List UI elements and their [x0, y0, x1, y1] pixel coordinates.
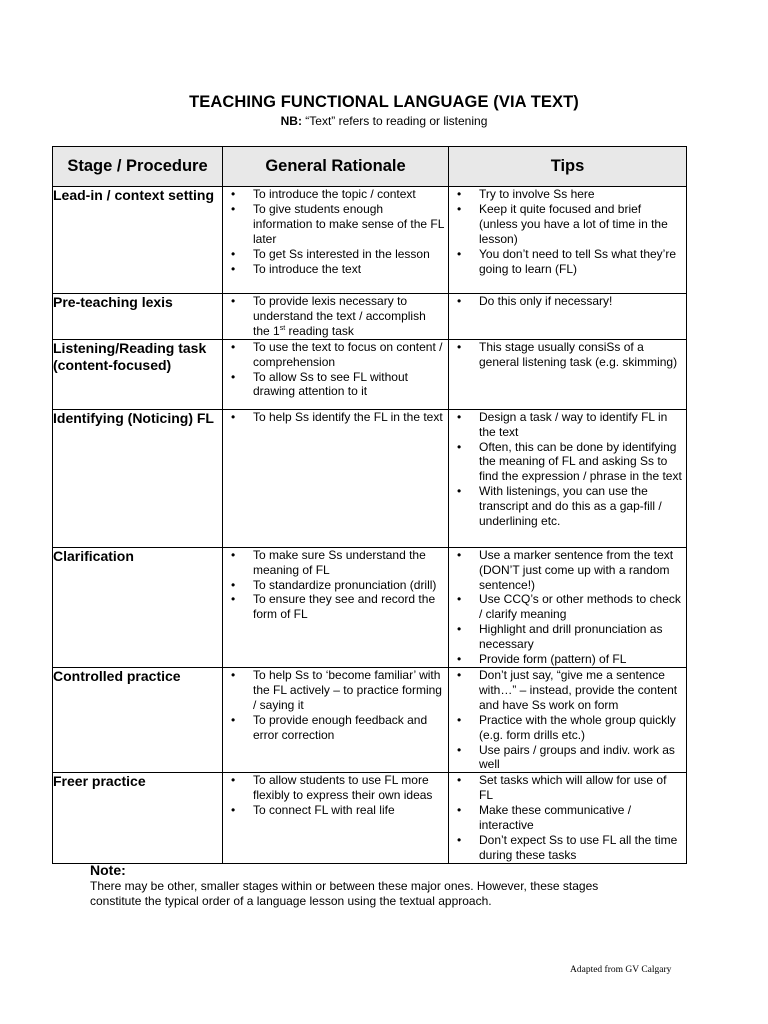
tips-cell: [449, 339, 687, 409]
bullet-item: [223, 294, 444, 339]
bullet-item: • Use pairs / groups and indiv. work as well: [449, 743, 682, 773]
bullet-item: • Often, this can be done by identifying the meaning of FL and asking Ss to find the expression / phrase in the text: [449, 440, 682, 485]
subtitle-text: “Text” refers to reading or listening: [301, 114, 488, 128]
bullet-item: • To introduce the text: [223, 262, 444, 277]
rationale-list: [223, 548, 448, 623]
table-row: [53, 773, 687, 863]
bullet-item: • To introduce the topic / context: [223, 187, 444, 202]
tips-list: [449, 410, 686, 529]
note-text: There may be other, smaller stages within or between these major ones. However, these stages constitute the typical order of a language lesson using the textual approach.: [90, 879, 599, 908]
tips-cell: [449, 547, 687, 667]
rationale-cell: [223, 294, 449, 340]
bullet-item: • To help Ss to ‘become familiar’ with the FL actively – to practice forming / saying it: [223, 668, 444, 713]
rationale-list: [223, 294, 448, 339]
rationale-cell: [223, 547, 449, 667]
bullet-item: • To give students enough information to make sense of the FL later: [223, 202, 444, 247]
bullet-item: • Provide form (pattern) of FL: [449, 652, 682, 667]
footer-credit: Adapted from GV Calgary: [570, 965, 672, 975]
rationale-cell: [223, 667, 449, 772]
text-span: To provide lexis necessary to understand the text / accomplish the 1: [253, 294, 426, 338]
bullet-item: • Highlight and drill pronunciation as necessary: [449, 622, 682, 652]
tips-cell: [449, 667, 687, 772]
bullet-item: • To standardize pronunciation (drill): [223, 578, 444, 593]
rationale-cell: [223, 187, 449, 294]
bullet-item: • With listenings, you can use the transcript and do this as a gap-fill / underlining etc.: [449, 484, 682, 529]
rationale-cell: [223, 339, 449, 409]
table-header-row: [53, 147, 687, 187]
superscript: st: [279, 324, 286, 332]
text-span: reading task: [285, 323, 354, 338]
rationale-list: [223, 340, 448, 400]
stage-cell: Lead-in / context setting: [53, 187, 223, 294]
tips-cell: [449, 409, 687, 547]
note-heading: Note:: [90, 862, 126, 878]
bullet-item: • Keep it quite focused and brief (unless you have a lot of time in the lesson): [449, 202, 682, 247]
bullet-item: • You don’t need to tell Ss what they’re going to learn (FL): [449, 247, 682, 277]
table-row: [53, 409, 687, 547]
bullet-item: • Design a task / way to identify FL in the text: [449, 410, 682, 440]
rationale-list: [223, 773, 448, 818]
document-subtitle: [0, 114, 768, 128]
bullet-item: • This stage usually consiSs of a general listening task (e.g. skimming): [449, 340, 682, 370]
table-row: [53, 187, 687, 294]
table-row: [53, 667, 687, 772]
bullet-item: • Make these communicative / interactive: [449, 803, 682, 833]
tips-list: [449, 294, 686, 309]
rationale-cell: [223, 409, 449, 547]
tips-list: [449, 340, 686, 370]
bullet-item: • To help Ss identify the FL in the text: [223, 410, 444, 425]
bullet-item: • To provide enough feedback and error correction: [223, 713, 444, 743]
header-rationale: General Rationale: [223, 147, 449, 187]
header-stage: Stage / Procedure: [53, 147, 223, 187]
stage-cell: Listening/Reading task (content-focused): [53, 339, 223, 409]
rationale-list: [223, 410, 448, 425]
subtitle-label: NB:: [280, 114, 302, 128]
tips-list: [449, 773, 686, 862]
bullet-item: • Don’t just say, “give me a sentence with…” – instead, provide the content and have Ss work on form: [449, 668, 682, 713]
bullet-item: • To ensure they see and record the form of FL: [223, 592, 444, 622]
bullet-item: • Use CCQ’s or other methods to check / clarify meaning: [449, 592, 682, 622]
stage-cell: Freer practice: [53, 773, 223, 863]
document-title: TEACHING FUNCTIONAL LANGUAGE (VIA TEXT): [189, 93, 579, 111]
rationale-list: [223, 668, 448, 743]
table-row: [53, 547, 687, 667]
tips-list: [449, 668, 686, 772]
bullet-item: • To connect FL with real life: [223, 803, 444, 818]
bullet-item: • To get Ss interested in the lesson: [223, 247, 444, 262]
tips-list: [449, 187, 686, 276]
bullet-item: • To allow students to use FL more flexibly to express their own ideas: [223, 773, 444, 803]
table-row: [53, 339, 687, 409]
tips-cell: [449, 773, 687, 863]
table-row: [53, 294, 687, 340]
rationale-cell: [223, 773, 449, 863]
stage-cell: Pre-teaching lexis: [53, 294, 223, 340]
bullet-item: • To make sure Ss understand the meaning of FL: [223, 548, 444, 578]
stage-cell: Controlled practice: [53, 667, 223, 772]
stages-table: [52, 146, 687, 864]
bullet-item: • To use the text to focus on content / comprehension: [223, 340, 444, 370]
bullet-item: • Try to involve Ss here: [449, 187, 682, 202]
stage-cell: Identifying (Noticing) FL: [53, 409, 223, 547]
bullet-item: • Practice with the whole group quickly (e.g. form drills etc.): [449, 713, 682, 743]
bullet-item: • Don’t expect Ss to use FL all the time during these tasks: [449, 833, 682, 863]
bullet-item: • Use a marker sentence from the text (DON’T just come up with a random sentence!): [449, 548, 682, 593]
header-tips: Tips: [449, 147, 687, 187]
tips-list: [449, 548, 686, 667]
rationale-list: [223, 187, 448, 276]
bullet-item: • Set tasks which will allow for use of FL: [449, 773, 682, 803]
stage-cell: Clarification: [53, 547, 223, 667]
tips-cell: [449, 187, 687, 294]
bullet-item: • Do this only if necessary!: [449, 294, 682, 309]
tips-cell: [449, 294, 687, 340]
bullet-item: • To allow Ss to see FL without drawing attention to it: [223, 370, 444, 400]
